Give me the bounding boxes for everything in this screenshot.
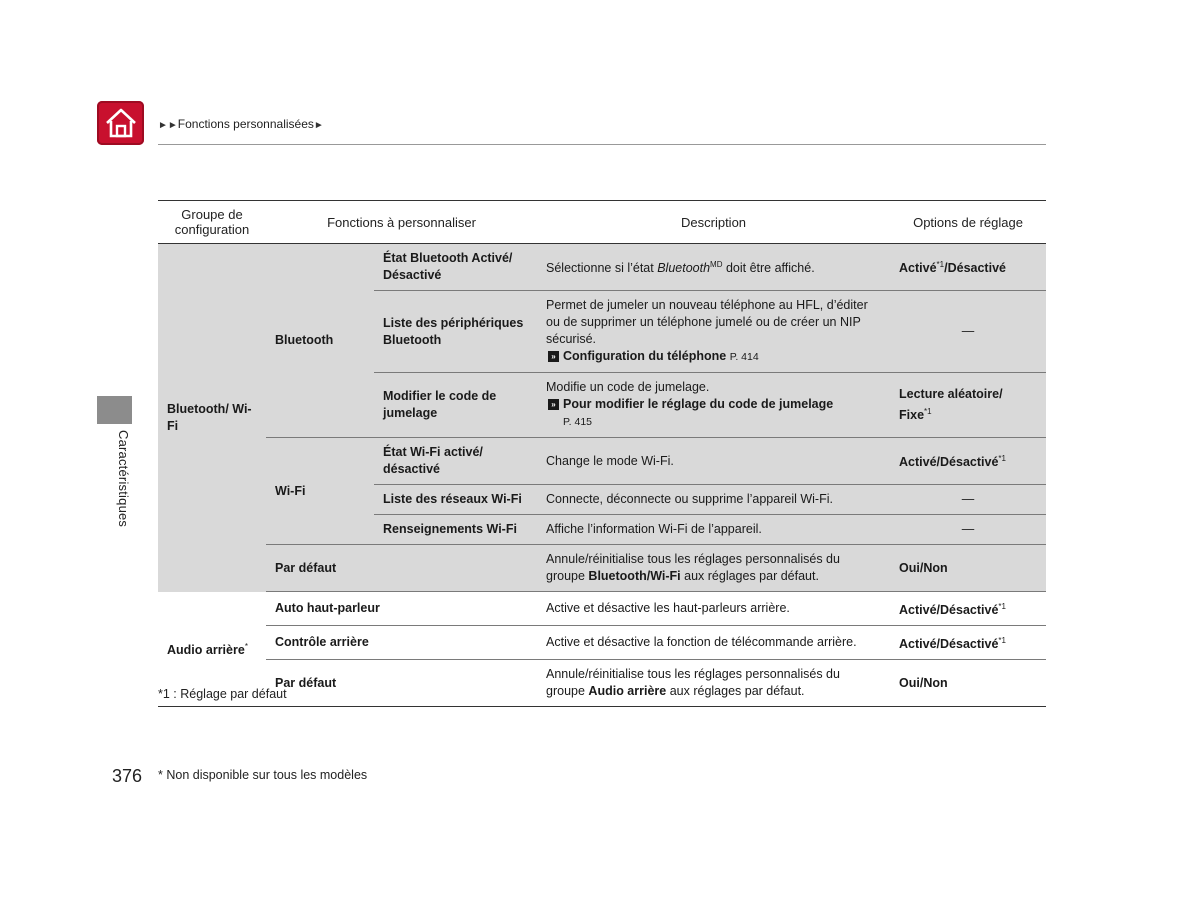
table-row bbox=[158, 438, 1046, 485]
group-audio-arriere: Audio arrière* bbox=[158, 592, 266, 707]
reference-arrow-icon: » bbox=[548, 351, 559, 362]
function-name: Modifier le code de jumelage bbox=[374, 373, 537, 438]
home-icon bbox=[104, 107, 138, 139]
table-row bbox=[158, 660, 1046, 707]
function-options: Activé/Désactivé$^{*1}$ bbox=[890, 592, 1046, 626]
breadcrumb-arrow: ► bbox=[313, 120, 324, 131]
function-options: Oui/Non bbox=[890, 660, 1046, 707]
chapter-tab[interactable] bbox=[97, 396, 132, 424]
availability-note: * Non disponible sur tous les modèles bbox=[158, 768, 368, 782]
page-reference[interactable]: » Configuration du téléphone P. 414 bbox=[546, 348, 881, 366]
group-bluetooth-wifi: Bluetooth/ Wi-Fi bbox=[158, 244, 266, 592]
function-name: Liste des réseaux Wi-Fi bbox=[374, 485, 537, 515]
function-name: Liste des périphériques Bluetooth bbox=[374, 291, 537, 373]
function-name: État Wi-Fi activé/ désactivé bbox=[374, 438, 537, 485]
subgroup-wifi: Wi-Fi bbox=[266, 438, 374, 545]
function-name: Par défaut bbox=[266, 545, 537, 592]
function-description: Modifie un code de jumelage. » Pour modifier le réglage du code de jumelage P. 415 bbox=[537, 373, 890, 438]
function-description: Sélectionne si l’état Bluetooth$^{MD}$ doit être affiché. bbox=[537, 244, 890, 291]
settings-table bbox=[158, 200, 1046, 707]
function-options: — bbox=[890, 291, 1046, 373]
function-name: Renseignements Wi-Fi bbox=[374, 515, 537, 545]
function-name: État Bluetooth Activé/ Désactivé bbox=[374, 244, 537, 291]
subgroup-bluetooth: Bluetooth bbox=[266, 244, 374, 438]
function-description: Annule/réinitialise tous les réglages personnalisés du groupe Audio arrière aux réglages par défaut. bbox=[537, 660, 890, 707]
function-description: Permet de jumeler un nouveau téléphone au HFL, d’éditer ou de supprimer un téléphone jumelé ou de créer un NIP sécurisé. » Configuration du téléphone P. 414 bbox=[537, 291, 890, 373]
chapter-label: Caractéristiques bbox=[116, 430, 131, 528]
function-description: Active et désactive les haut-parleurs arrière. bbox=[537, 592, 890, 626]
function-name: Auto haut-parleur bbox=[266, 592, 537, 626]
home-button[interactable] bbox=[97, 101, 144, 145]
function-description: Affiche l’information Wi-Fi de l’appareil. bbox=[537, 515, 890, 545]
function-options: Activé/Désactivé$^{*1}$ bbox=[890, 626, 1046, 660]
breadcrumb-link[interactable]: Fonctions personnalisées bbox=[177, 117, 314, 131]
function-options: Lecture aléatoire/ Fixe$^{*1}$ bbox=[890, 373, 1046, 438]
function-description: Connecte, déconnecte ou supprime l’appareil Wi-Fi. bbox=[537, 485, 890, 515]
function-options: Oui/Non bbox=[890, 545, 1046, 592]
table-row bbox=[158, 244, 1046, 291]
breadcrumb[interactable] bbox=[158, 117, 324, 131]
function-description: Active et désactive la fonction de télécommande arrière. bbox=[537, 626, 890, 660]
function-name: Contrôle arrière bbox=[266, 626, 537, 660]
header-options: Options de réglage bbox=[890, 201, 1046, 244]
function-name: Par défaut bbox=[266, 660, 537, 707]
header-divider bbox=[158, 144, 1046, 145]
footnote-default: *1 : Réglage par défaut bbox=[158, 687, 287, 701]
function-description: Annule/réinitialise tous les réglages personnalisés du groupe Bluetooth/Wi-Fi aux réglages par défaut. bbox=[537, 545, 890, 592]
function-options: Activé$^{*1}$/Désactivé bbox=[890, 244, 1046, 291]
header-group: Groupe de configuration bbox=[158, 201, 266, 244]
function-description: Change le mode Wi-Fi. bbox=[537, 438, 890, 485]
page-number: 376 bbox=[112, 766, 143, 786]
header-functions: Fonctions à personnaliser bbox=[266, 201, 537, 244]
function-options: — bbox=[890, 485, 1046, 515]
table-row bbox=[158, 545, 1046, 592]
page-reference[interactable]: » Pour modifier le réglage du code de jumelage P. 415 bbox=[546, 396, 881, 431]
table-header-row bbox=[158, 201, 1046, 244]
function-options: Activé/Désactivé$^{*1}$ bbox=[890, 438, 1046, 485]
breadcrumb-arrows: ►► bbox=[158, 120, 178, 131]
table-row bbox=[158, 592, 1046, 626]
function-options: — bbox=[890, 515, 1046, 545]
table-row bbox=[158, 626, 1046, 660]
reference-arrow-icon: » bbox=[548, 399, 559, 410]
header-description: Description bbox=[537, 201, 890, 244]
